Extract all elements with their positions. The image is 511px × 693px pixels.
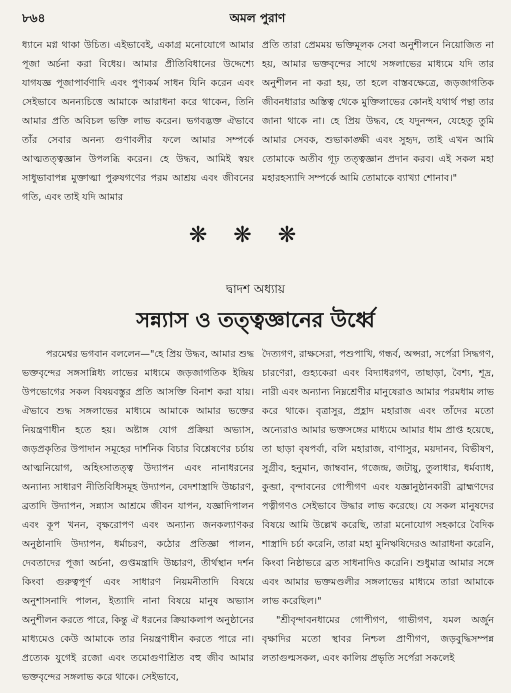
- bottom-left-column: [22, 345, 254, 685]
- top-right-column: [262, 36, 494, 236]
- page-header: [22, 8, 493, 30]
- paragraph: "শ্রীবৃন্দাবনধামের গোপীগণ, গাভীগণ, যমল অর্জুন বৃক্ষাদির মতো স্থাবর নিশ্চল প্রাণীগণ, জড়বুদ্ধিসম্পন্ন লতাগুল্মসকল, এবং কালিয় প্রভৃতি সর্পেরা সকলেই: [262, 615, 494, 664]
- ornament-icon: ❋: [233, 223, 278, 248]
- running-title: অমল পুরাণ: [229, 11, 286, 25]
- section-divider: [0, 223, 511, 248]
- paragraph: দৈত্যগণ, রাক্ষসেরা, পশুপাখি, গন্ধর্ব, অপ্সরা, সর্পেরা সিদ্ধগণ, চারণেরা, গুহ্যকেরা এবং বিদ্যাধরগণ, তাছাড়া, বৈশ্য, শূদ্র, নারী এবং অন্যান্য নিম্নশ্রেণীর মানুষেরাও আমার পরমধাম লাভ করে থাকে। বৃত্রাসুর, প্রহ্লাদ মহারাজ এবং তাঁদের মতো অন্যেরাও আমার ভক্তসঙ্গের মাধ্যমে আমার ধাম প্রাপ্ত হয়েছে, তা ছাড়া বৃষপর্বা, বলি মহারাজ, বাণাসুর, ময়দানব, বিভীষণ, সুগ্রীব, হনুমান, জাম্ববান, গজেন্দ্র, জটায়ু, তুলাধার, ধর্মব্যাধ, কুব্জা, বৃন্দাবনের গোপীগণ এবং যজ্ঞানুষ্ঠানকারী ব্রাহ্মণদের পত্নীগণও সেইভাবে উদ্ধার লাভ করেছে। যে সকল মানুষদের বিষয়ে আমি উল্লেখ করেছি, তারা মনোযোগ সহকারে বৈদিক শাস্ত্রাদি চর্চা করেনি, তারা মহা মুনিঋষিদেরও আরাধনা করেনি, কিংবা নিষ্ঠাভরে ব্রত সাধনাদিও করেনি। শুধুমাত্র আমার সঙ্গে এবং আমার ভক্তমণ্ডলীর সঙ্গলাভের মাধ্যমে তারা আমাকে লাভ করেছিল।": [262, 349, 494, 607]
- paragraph: ধ্যানে মগ্ন থাকা উচিত। এইভাবেই, একাগ্র মনোযোগে আমার পূজা অর্চনা করা বিধেয়। আমার প্রীতিবিধানের উদ্দেশ্যে যাগযজ্ঞ পূজাপার্বণাদি এবং পুণ্যকর্ম সাধন যিনি করেন এবং সেইভাবে অনন্যচিত্তে আমাকে আরাধনা করে থাকেন, তিনি আমার প্রতি অবিচল ভক্তি লাভ করেন। ভগবদ্ভক্ত ঐভাবে তাঁর সেবার অনন্য গুণাবলীর ফলে আমার সম্পর্কে আত্মতত্ত্বজ্ঞান উপলব্ধি করেন। হে উদ্ধব, আমিই স্বয়ং সাধুভাবাপন্ন মুক্তাত্মা পুরুষগণের পরম আশ্রয় এবং জীবনের গতি, এবং তাই যদি আমার: [22, 40, 254, 203]
- chapter-label: দ্বাদশ অধ্যায়: [226, 282, 285, 296]
- bottom-right-column: [262, 345, 494, 685]
- ornament-icon: ❋: [188, 223, 234, 248]
- paragraph: প্রতি তারা প্রেমময় ভক্তিমূলক সেবা অনুশীলনে নিয়োজিত না হয়, আমার ভক্তবৃন্দের সাথে সঙ্গলাভের মাধ্যমে যদি তার অনুশীলন না করা হয়, তা হলে বাস্তবক্ষেত্রে, জড়জাগতিক জীবনধারার অস্তিত্ব থেকে মুক্তিলাভের কোনই যথার্থ পন্থা তার জানা থাকে না। হে প্রিয় উদ্ধব, হে যদুনন্দন, যেহেতু তুমি আমার সেবক, শুভাকাঙ্ক্ষী এবং সুহৃদ, তাই এখন আমি তোমাকে অতীব গূঢ় তত্ত্বজ্ঞান প্রদান করব। এই সকল মহা মহারহস্যাদি সম্পর্কে আমি তোমাকে ব্যাখ্যা শোনাব।": [262, 40, 494, 184]
- top-left-column: [22, 36, 254, 236]
- page-number: ৮৬৪: [22, 11, 46, 25]
- paragraph: পরমেশ্বর ভগবান বললেন—"হে প্রিয় উদ্ধব, আমার শুদ্ধ ভক্তবৃন্দের সঙ্গসান্নিধ্য লাভের মাধ্যমে জড়জাগতিক ইন্দ্রিয় উপভোগের সকল বিষয়বস্তুর প্রতি আসক্তি বিনাশ করা যায়। ঐভাবে শুদ্ধ সঙ্গলাভের মাধ্যমে আমাকে আমার ভক্তের নিয়ন্ত্রণাধীন হতে হয়। অষ্টাঙ্গ যোগ প্রক্রিয়া অভ্যাস, জড়প্রকৃতির উপাদান সমূহের দার্শনিক বিচার বিশ্লেষণের চর্চায় আত্মনিয়োগ, অহিংসাতত্ত্ব উদ্যাপন এবং নানাধরনের অন্যান্য সাধারণ নীতিবিধিসমূহ উদ্যাপন, বেদশাস্ত্রাদি উচ্চারণ, ব্রতাদি উদ্যাপন, সন্ন্যাস আশ্রমে জীবন যাপন, যজ্ঞাদিপালন এবং কূপ খনন, বৃক্ষরোপণ এবং অন্যান্য জনকল্যাণকর অনুষ্ঠানাদি উদ্যাপন, ধর্মাচরণ, কঠোর প্রতিজ্ঞা পালন, দেবতাদের পূজা অর্চনা, গুপ্তমন্ত্রাদি উচ্চারণ, তীর্থস্থান দর্শন কিংবা গুরুত্বপূর্ণ এবং সাধারণ নিয়মনীতাদি বিষয়ে অনুশাসনাদি পালন, ইত্যাদি নানা বিষয়ে মানুষ অভ্যাস অনুশীলন করতে পারে, কিন্তু ঐ ধরনের ক্রিয়াকলাপ অনুষ্ঠানের মাধ্যমেও কেউ আমাকে তার নিয়ন্ত্রণাধীন করতে পারে না। প্রত্যেক যুগেই রজো এবং তমোগুণাশ্রিত বহু জীব আমার ভক্তবৃন্দের সঙ্গলাভ করে থাকে। সেইভাবে,: [22, 349, 254, 683]
- chapter-title: সন্ন্যাস ও তত্ত্বজ্ঞানের উর্ধ্বে: [136, 308, 375, 332]
- ornament-icon: ❋: [277, 223, 323, 248]
